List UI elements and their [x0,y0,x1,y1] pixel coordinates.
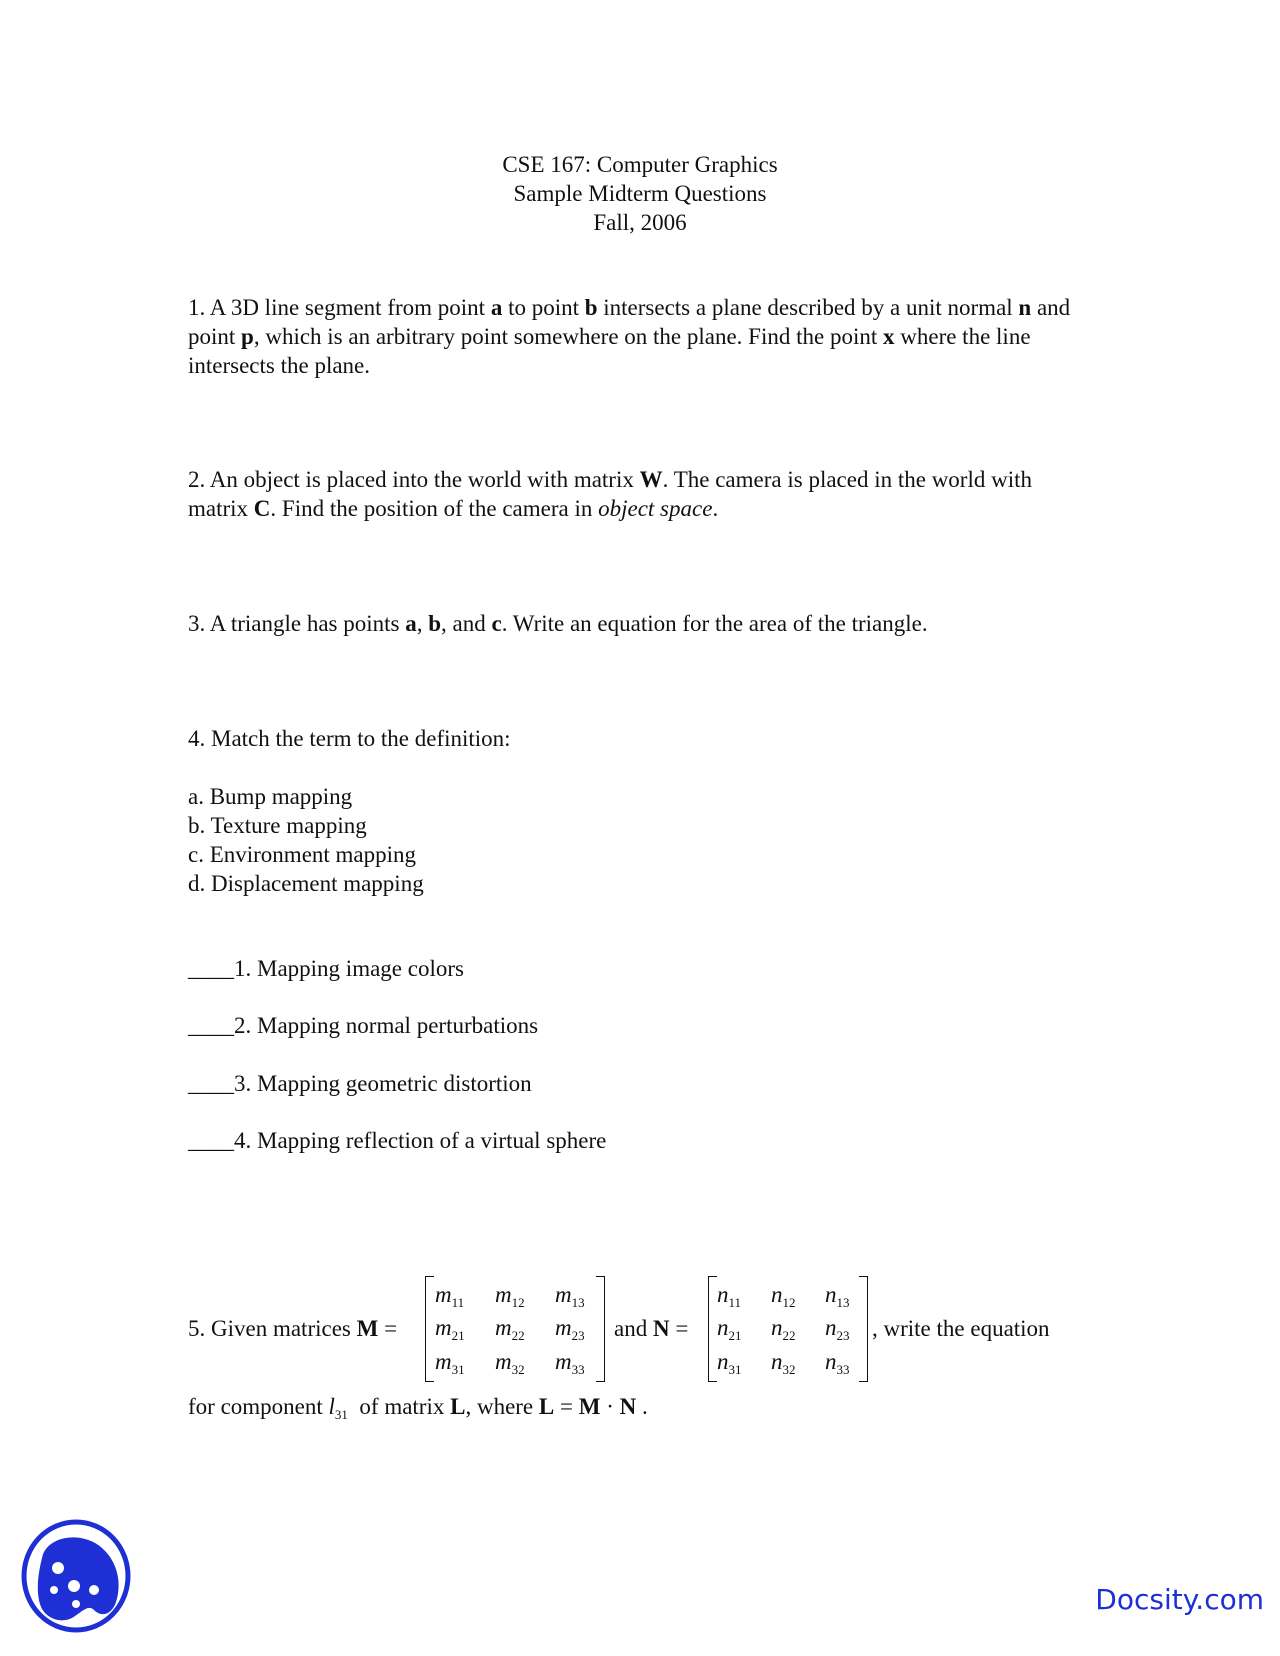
definition-1: ____1. Mapping image colors [188,956,464,981]
matrix-n [708,1276,868,1380]
definition-2: ____2. Mapping normal perturbations [188,1013,539,1038]
question-2: 2. An object is placed into the world with matrix W. The camera is placed in the world with matrix C. Find the position of the camera in object space. [188,467,1032,521]
answer-blank: ____ [188,1071,234,1096]
answer-blank: ____ [188,1013,234,1038]
question-5-tail: , write the equation [872,1316,1050,1341]
matrix-n-cell: $n_{31}$ [717,1349,742,1377]
matrix-m-cell: $m_{32}$ [495,1349,525,1377]
matrix-n-left-bracket [708,1276,717,1382]
matrix-m-cell: $m_{11}$ [435,1282,465,1310]
matrix-n-cell: $n_{23}$ [825,1315,850,1343]
definition-3: ____3. Mapping geometric distortion [188,1071,532,1096]
matrix-m-cell: $m_{22}$ [495,1315,525,1343]
logo-dot [72,1600,80,1608]
question-5-middle: and N = [614,1316,689,1341]
matrix-m-left-bracket [425,1276,434,1382]
logo-dot [89,1585,99,1595]
matrix-n-cell: $n_{33}$ [825,1349,850,1377]
matrix-n-cell: $n_{13}$ [825,1282,850,1310]
question-4-prompt: 4. Match the term to the definition: [188,726,511,751]
question-3: 3. A triangle has points a, b, and c. Write an equation for the area of the triangle. [188,611,928,636]
logo-dot [68,1580,80,1592]
matrix-m [425,1276,605,1380]
matrix-n-cell: $n_{22}$ [771,1315,796,1343]
matrix-n-cell: $n_{12}$ [771,1282,796,1310]
matrix-m-cell: $m_{31}$ [435,1349,465,1377]
logo-dot [52,1562,64,1574]
term: Fall, 2006 [593,210,687,235]
matrix-m-cell: $m_{33}$ [555,1349,585,1377]
term-b: b. Texture mapping [188,813,367,838]
document-subtitle: Sample Midterm Questions [513,181,767,206]
matrix-m-right-bracket [596,1276,605,1382]
matrix-n-cell: $n_{11}$ [717,1282,742,1310]
matrix-m-cell: $m_{21}$ [435,1315,465,1343]
answer-blank: ____ [188,1128,234,1153]
term-c: c. Environment mapping [188,842,417,867]
docsity-brand-link[interactable]: Docsity.com [1095,1583,1264,1616]
docsity-logo-icon [20,1518,132,1634]
question-5-line-2: for component $l_{31}$ of matrix L, where L = M · N . [188,1394,648,1422]
definition-4: ____4. Mapping reflection of a virtual sphere [188,1128,607,1153]
course-title: CSE 167: Computer Graphics [502,152,778,177]
logo-dot [50,1586,58,1594]
matrix-m-cell: $m_{23}$ [555,1315,585,1343]
matrix-n-cell: $n_{21}$ [717,1315,742,1343]
matrix-m-cell: $m_{12}$ [495,1282,525,1310]
matrix-n-right-bracket [859,1276,868,1382]
answer-blank: ____ [188,956,234,981]
question-1: 1. A 3D line segment from point a to point b intersects a plane described by a unit normal n and point p, which is an arbitrary point somewhere on the plane. Find the point x where the line intersects the plane. [188,295,1071,378]
matrix-m-cell: $m_{13}$ [555,1282,585,1310]
matrix-n-cell: $n_{32}$ [771,1349,796,1377]
term-a: a. Bump mapping [188,784,353,809]
logo-blob [38,1537,119,1620]
term-d: d. Displacement mapping [188,871,424,896]
question-5-lead: 5. Given matrices M = [188,1316,398,1341]
